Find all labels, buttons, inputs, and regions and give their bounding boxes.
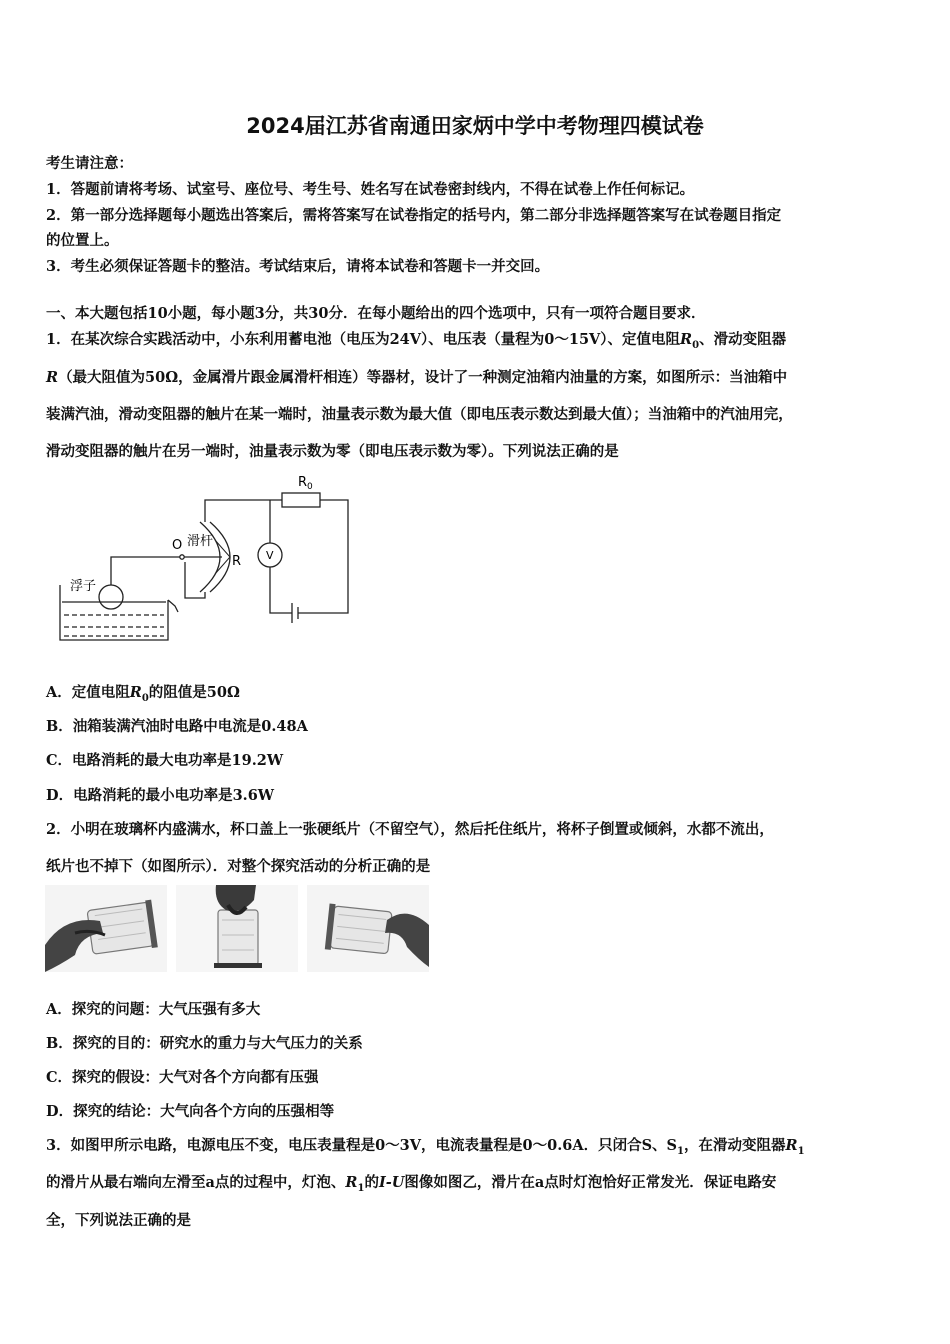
q2-option-d: D．探究的结论：大气向各个方向的压强相等 (46, 1103, 335, 1120)
notice-heading: 考生请注意： (46, 155, 133, 172)
tank-tap (168, 600, 178, 612)
r-label: R (232, 554, 242, 569)
q1-line-2: R（最大阻值为50Ω，金属滑片跟金属滑杆相连）等器材，设计了一种测定油箱内油量的方案，如图所示：当油箱中 (46, 369, 788, 386)
notice-item-1: 1．答题前请将考场、试室号、座位号、考生号、姓名写在试卷密封线内，不得在试卷上作任何标记。 (46, 181, 695, 198)
cup-photo-tilted-left (45, 885, 167, 972)
float-rod (111, 557, 182, 585)
notice-item-2-cont: 的位置上。 (46, 232, 119, 249)
page-title: 2024届江苏省南通田家炳中学中考物理四模试卷 (246, 114, 704, 138)
q3-line-3: 全，下列说法正确的是 (46, 1212, 191, 1229)
rod-label: 滑杆 (187, 534, 214, 549)
section-heading: 一、本大题包括10小题，每小题3分，共30分．在每小题给出的四个选项中，只有一项符合题目要求． (46, 305, 706, 322)
q1-line-4: 滑动变阻器的触片在另一端时，油量表示数为零（即电压表示数为零）。下列说法正确的是 (46, 443, 619, 460)
q1-option-c: C．电路消耗的最大电功率是19.2W (46, 752, 284, 769)
q1-option-d: D．电路消耗的最小电功率是3.6W (46, 787, 275, 804)
q3-line-2: 的滑片从最右端向左滑至a点的过程中，灯泡、$R_1$的I-U图像如图乙，滑片在a点时灯泡恰好正常发光．保证电路安 (46, 1174, 777, 1194)
q2-option-b: B．探究的目的：研究水的重力与大气压力的关系 (46, 1035, 363, 1052)
q1-line-3: 装满汽油，滑动变阻器的触片在某一端时，油量表示数为最大值（即电压表示数达到最大值）；当油箱中的汽油用完， (46, 406, 793, 423)
q3-line-1: 3．如图甲所示电路，电源电压不变，电压表量程是0～3V，电流表量程是0～0.6A．只闭合S、$S_1$，在滑动变阻器$R_1$ (46, 1137, 805, 1157)
notice-item-3: 3．考生必须保证答题卡的整洁。考试结束后，请将本试卷和答题卡一并交回。 (46, 258, 550, 275)
pivot-label: O (172, 538, 183, 553)
oil-gauge-circuit-diagram (50, 470, 360, 645)
cup-photo-tilted-right (307, 885, 429, 972)
r0-label: $R_0$ (298, 475, 313, 492)
resistor-r0 (282, 493, 320, 507)
float-ball (99, 585, 123, 609)
q2-line-2: 纸片也不掉下（如图所示）．对整个探究活动的分析正确的是 (46, 858, 431, 875)
float-label: 浮子 (70, 579, 97, 594)
cup-photo-inverted (176, 885, 298, 972)
q1-option-a: A．定值电阻$R_0$的阻值是50Ω (46, 684, 240, 704)
battery (292, 603, 298, 623)
q1-line-1: 1．在某次综合实践活动中，小东利用蓄电池（电压为24V）、电压表（量程为0～15V）、定值电阻$R_0$、滑动变阻器 (46, 331, 787, 351)
q2-option-c: C．探究的假设：大气对各个方向都有压强 (46, 1069, 319, 1086)
q1-option-b: B．油箱装满汽油时电路中电流是0.48A (46, 718, 308, 735)
notice-item-2: 2．第一部分选择题每小题选出答案后，需将答案写在试卷指定的括号内，第二部分非选择题答案写在试卷题目指定 (46, 207, 782, 224)
q2-line-1: 2．小明在玻璃杯内盛满水，杯口盖上一张硬纸片（不留空气），然后托住纸片，将杯子倒置或倾斜，水都不流出， (46, 821, 774, 838)
q2-option-a: A．探究的问题：大气压强有多大 (46, 1001, 261, 1018)
pivot-point (180, 555, 184, 559)
voltmeter-label: V (266, 549, 274, 562)
